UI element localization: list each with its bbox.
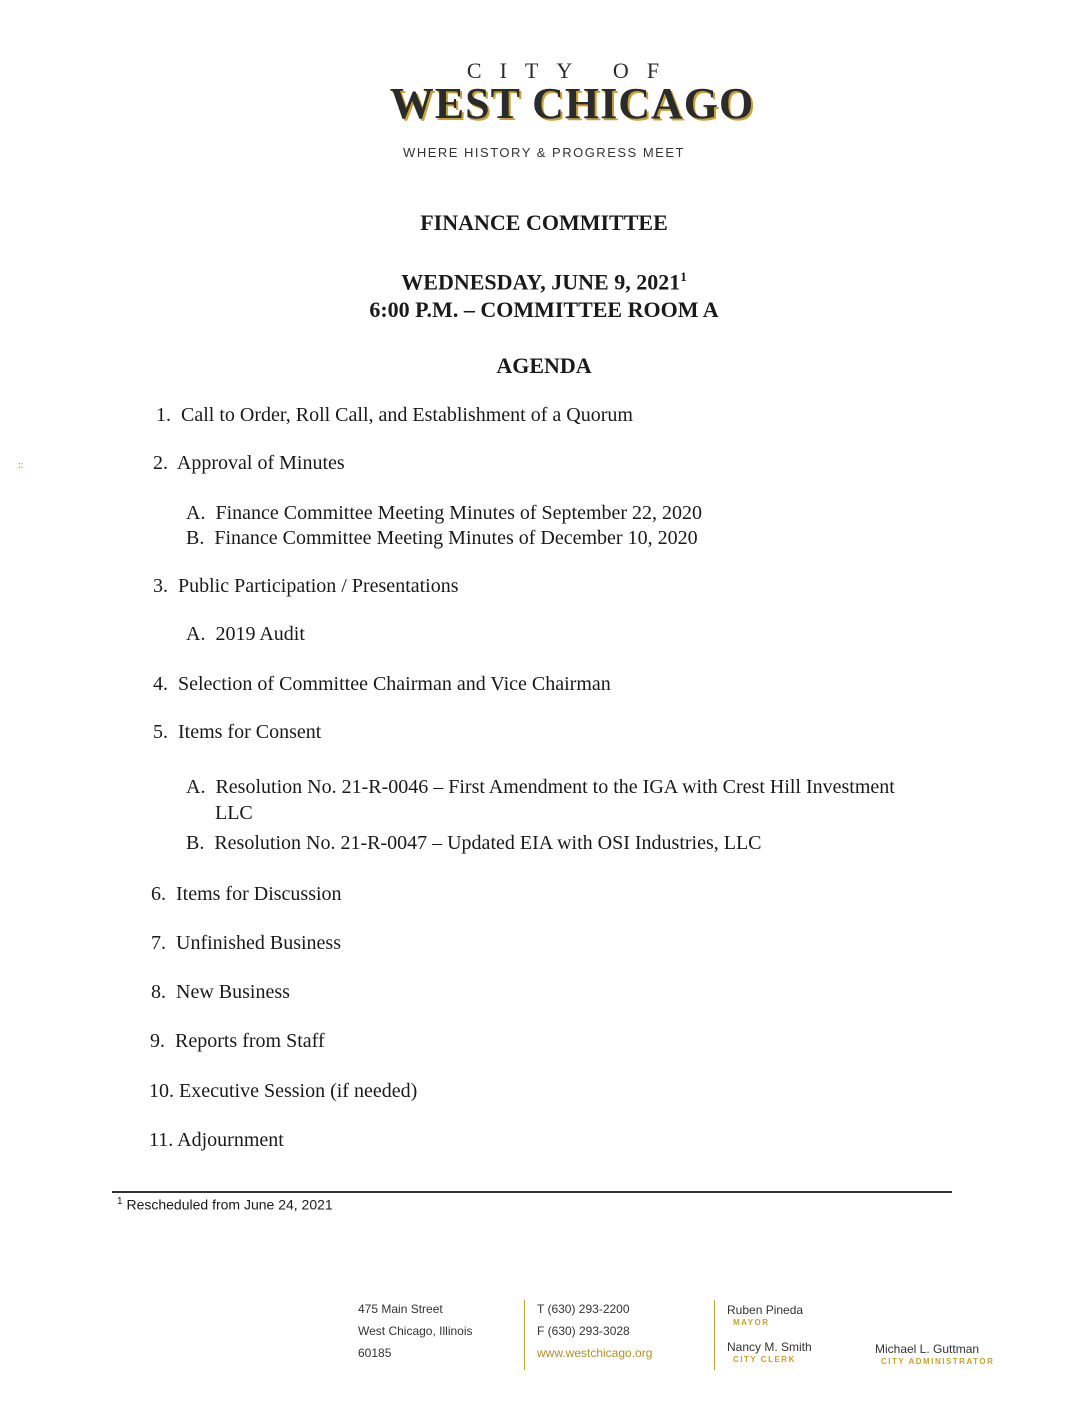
address-city: West Chicago, Illinois [358,1324,473,1338]
item-number: 5. [153,721,168,743]
item-text: Approval of Minutes [176,452,345,474]
item-text: Resolution No. 21-R-0046 – First Amendment to the IGA with Crest Hill Investment [215,776,895,798]
item-number: 2. [153,452,168,474]
footer-divider-1 [524,1300,525,1370]
scan-mark: :: [18,460,24,471]
logo-city-of: CITY OF [466,58,678,83]
footer-address [358,1298,473,1364]
item-text: Selection of Committee Chairman and Vice Chairman [178,673,611,695]
item-letter: B. [186,832,205,854]
fax-number: F (630) 293-3028 [537,1324,630,1338]
item-text: Executive Session (if needed) [179,1080,418,1102]
website-link[interactable]: www.westchicago.org [537,1346,653,1360]
item-number: 10. [149,1080,174,1102]
item-number: 1. [156,404,171,426]
agenda-item-3 [153,575,459,598]
agenda-item-8 [151,981,290,1004]
footer-administrator [875,1341,994,1366]
footnote-text: Rescheduled from June 24, 2021 [126,1196,333,1213]
item-letter: A. [186,623,206,645]
item-text: Adjournment [177,1129,284,1151]
clerk-title: CITY CLERK [733,1355,796,1364]
agenda-item-6 [151,883,342,906]
footer-contact [537,1298,652,1364]
footer-mayor [727,1302,803,1327]
footnote-divider [112,1191,952,1193]
agenda-subitem-2b [186,527,698,550]
item-text: Items for Consent [178,721,322,743]
item-number: 11. [149,1129,174,1151]
footnote-mark: 1 [117,1196,123,1207]
clerk-name: Nancy M. Smith [727,1340,812,1354]
footer-clerk [727,1339,812,1364]
item-number: 3. [153,575,168,597]
item-text: Unfinished Business [176,932,341,954]
agenda-item-10 [149,1080,417,1103]
meeting-date [0,269,1088,295]
agenda-subitem-2a [186,502,702,525]
item-text: Finance Committee Meeting Minutes of December 10, 2020 [214,527,698,549]
agenda-item-4 [153,673,611,696]
item-text: Resolution No. 21-R-0047 – Updated EIA with OSI Industries, LLC [214,832,762,854]
agenda-item-5 [153,721,321,744]
agenda-item-9 [150,1030,325,1053]
item-number: 4. [153,673,168,695]
footnote [117,1196,333,1213]
administrator-title: CITY ADMINISTRATOR [881,1357,995,1366]
agenda-subitem-3a [186,623,305,646]
agenda-item-11 [149,1129,284,1152]
mayor-title: MAYOR [733,1318,770,1327]
mayor-name: Ruben Pineda [727,1303,804,1317]
agenda-item-2 [153,452,345,475]
item-text: Finance Committee Meeting Minutes of September 22, 2020 [215,502,703,524]
item-text: Call to Order, Roll Call, and Establishment of a Quorum [181,404,633,426]
date-footnote-mark: 1 [680,269,687,284]
meeting-date-text: WEDNESDAY, JUNE 9, 2021 [401,269,681,295]
footer-divider-2 [714,1300,715,1370]
agenda-subitem-5a-continuation: LLC [215,802,253,824]
address-street: 475 Main Street [358,1302,443,1316]
item-letter: A. [186,502,206,524]
logo-west-chicago: WEST CHICAGO [389,79,755,128]
item-number: 7. [151,932,166,954]
item-number: 9. [150,1030,165,1052]
item-text: Items for Discussion [176,883,342,905]
item-letter: A. [186,776,206,798]
item-letter: B. [186,527,205,549]
meeting-time-location: 6:00 P.M. – COMMITTEE ROOM A [369,297,719,322]
item-number: 6. [151,883,166,905]
committee-title: FINANCE COMMITTEE [420,210,668,235]
item-text: New Business [176,981,290,1003]
item-number: 8. [151,981,166,1003]
agenda-item-7 [151,932,341,955]
item-text: Reports from Staff [175,1030,325,1052]
item-text: 2019 Audit [215,623,305,645]
agenda-subitem-5a [186,776,895,799]
address-zip: 60185 [358,1346,392,1360]
tagline: WHERE HISTORY & PROGRESS MEET [403,145,685,160]
agenda-title: AGENDA [496,353,592,378]
item-text: Public Participation / Presentations [178,575,459,597]
agenda-item-1 [156,404,633,427]
administrator-name: Michael L. Guttman [875,1342,980,1356]
phone-number: T (630) 293-2200 [537,1302,630,1316]
agenda-subitem-5b [186,832,762,855]
